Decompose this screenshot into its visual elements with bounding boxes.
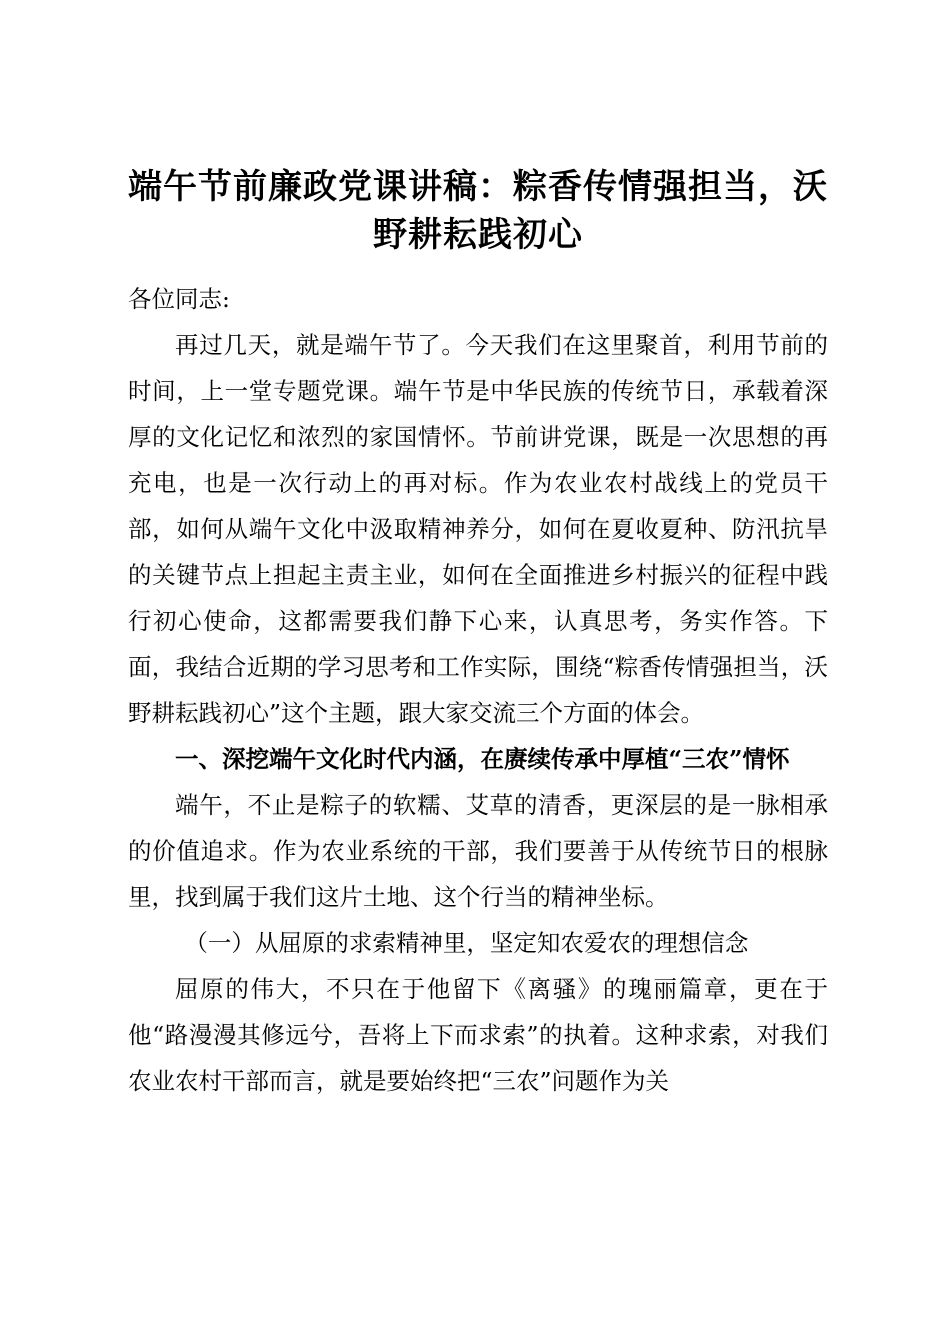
document-page [128,163,828,1104]
subsection-heading-1: （一）从屈原的求索精神里，坚定知农爱农的理想信念 [184,929,749,957]
section-1-paragraph: 端午，不止是粽子的软糯、艾草的清香，更深层的是一脉相承的价值追求。作为农业系统的干部，我们要善于从传统节日的根脉里，找到属于我们这片土地、这个行当的精神坐标。 [128,791,828,911]
subsection-1-paragraph: 屈原的伟大，不只在于他留下《离骚》的瑰丽篇章，更在于他“路漫漫其修远兮，吾将上下而求索”的执着。这种求索，对我们农业农村干部而言，就是要始终把“三农”问题作为关 [128,975,828,1095]
section-heading-1: 一、深挖端午文化时代内涵，在赓续传承中厚植“三农”情怀 [175,745,790,773]
intro-paragraph: 再过几天，就是端午节了。今天我们在这里聚首，利用节前的时间，上一堂专题党课。端午节是中华民族的传统节日，承载着深厚的文化记忆和浓烈的家国情怀。节前讲党课，既是一次思想的再充电，也是一次行动上的再对标。作为农业农村战线上的党员干部，如何从端午文化中汲取精神养分，如何在夏收夏种、防汛抗旱的关键节点上担起主责主业，如何在全面推进乡村振兴的征程中践行初心使命，这都需要我们静下心来，认真思考，务实作答。下面，我结合近期的学习思考和工作实际，围绕“粽香传情强担当，沃野耕耘践初心”这个主题，跟大家交流三个方面的体会。 [128,331,828,727]
salutation: 各位同志: [128,285,230,313]
document-title: 端午节前廉政党课讲稿：粽香传情强担当，沃野耕耘践初心 [128,167,828,255]
